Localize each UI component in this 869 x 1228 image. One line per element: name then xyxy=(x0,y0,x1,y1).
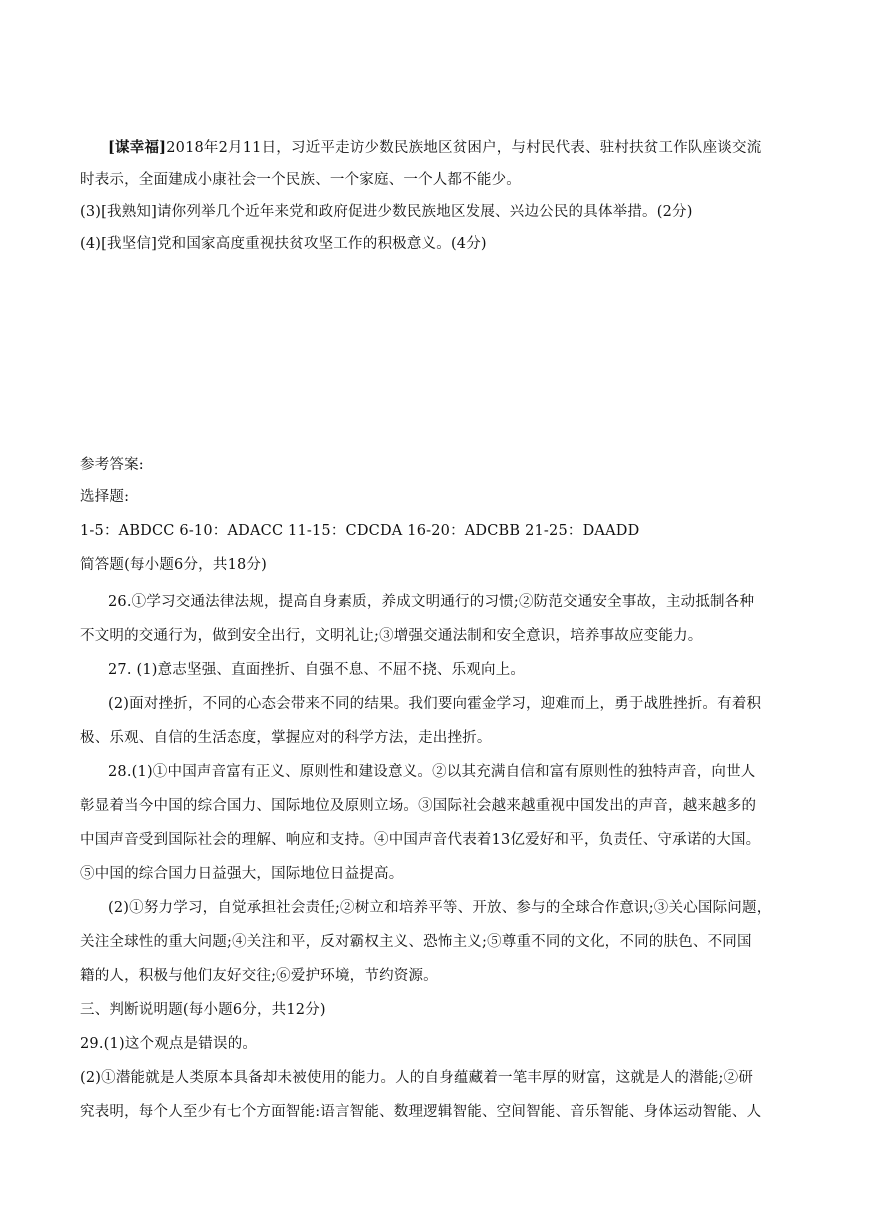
answer-28-line-2: 彰显着当今中国的综合国力、国际地位及原则立场。③国际社会越来越重视中国发出的声音，越来越多的 xyxy=(80,798,757,814)
answer-28-line-3: 中国声音受到国际社会的理解、响应和支持。④中国声音代表着13亿爱好和平，负责任、守承诺的大国。 xyxy=(80,832,761,848)
question-3: (3)[我熟知]请你列举几个近年来党和政府促进少数民族地区发展、兴边公民的具体举措。(2分) xyxy=(80,204,693,220)
judge-section-heading: 三、判断说明题(每小题6分，共12分) xyxy=(80,1002,326,1018)
answer-27-line-2: (2)面对挫折，不同的心态会带来不同的结果。我们要向霍金学习，迎难而上，勇于战胜挫折。有着积 xyxy=(108,696,762,712)
answer-29-line-3: 究表明，每个人至少有七个方面智能:语言智能、数理逻辑智能、空间智能、音乐智能、身体运动智能、人 xyxy=(80,1104,762,1120)
answer-29-line-1: 29.(1)这个观点是错误的。 xyxy=(80,1036,258,1052)
answer-28-line-7: 籍的人，积极与他们友好交往;⑥爱护环境，节约资源。 xyxy=(80,968,438,984)
xingfu-line-1-text: 2018年2月11日，习近平走访少数民族地区贫困户，与村民代表、驻村扶贫工作队座谈交流 xyxy=(166,140,762,156)
xingfu-paragraph-line-1 xyxy=(108,138,792,158)
short-answer-heading: 简答题(每小题6分，共18分) xyxy=(80,557,267,573)
answer-26-line-1: 26.①学习交通法律法规，提高自身素质，养成文明通行的习惯;②防范交通安全事故，主动抵制各种 xyxy=(108,594,755,610)
choice-answers: 1-5：ABDCC 6-10：ADACC 11-15：CDCDA 16-20：ADCBB 21-25：DAADD xyxy=(80,523,640,539)
answer-26-line-2: 不文明的交通行为，做到安全出行，文明礼让;③增强交通法制和安全意识，培养事故应变能力。 xyxy=(80,628,703,644)
choice-heading: 选择题: xyxy=(80,489,130,505)
question-4: (4)[我坚信]党和国家高度重视扶贫攻坚工作的积极意义。(4分) xyxy=(80,236,487,252)
answer-28-line-1: 28.(1)①中国声音富有正义、原则性和建设意义。②以其充满自信和富有原则性的独特声音，向世人 xyxy=(108,764,756,780)
xingfu-paragraph-line-2: 时表示，全面建成小康社会一个民族、一个家庭、一个人都不能少。 xyxy=(80,172,521,188)
answer-29-line-2: (2)①潜能就是人类原本具备却未被使用的能力。人的自身蕴藏着一笔丰厚的财富，这就是人的潜能;②研 xyxy=(80,1070,754,1086)
answers-heading: 参考答案: xyxy=(80,457,144,473)
answer-27-line-3: 极、乐观、自信的生活态度，掌握应对的科学方法，走出挫折。 xyxy=(80,730,492,746)
xingfu-tag: [谋幸福] xyxy=(108,139,167,156)
answer-28-line-4: ⑤中国的综合国力日益强大，国际地位日益提高。 xyxy=(80,866,404,882)
answer-27-line-1: 27. (1)意志坚强、直面挫折、自强不息、不屈不挠、乐观向上。 xyxy=(108,662,526,678)
answer-28-line-5: (2)①努力学习，自觉承担社会责任;②树立和培养平等、开放、参与的全球合作意识;③关心国际问题， xyxy=(108,900,772,916)
answer-28-line-6: 关注全球性的重大问题;④关注和平，反对霸权主义、恐怖主义;⑤尊重不同的文化，不同的肤色、不同国 xyxy=(80,934,752,950)
